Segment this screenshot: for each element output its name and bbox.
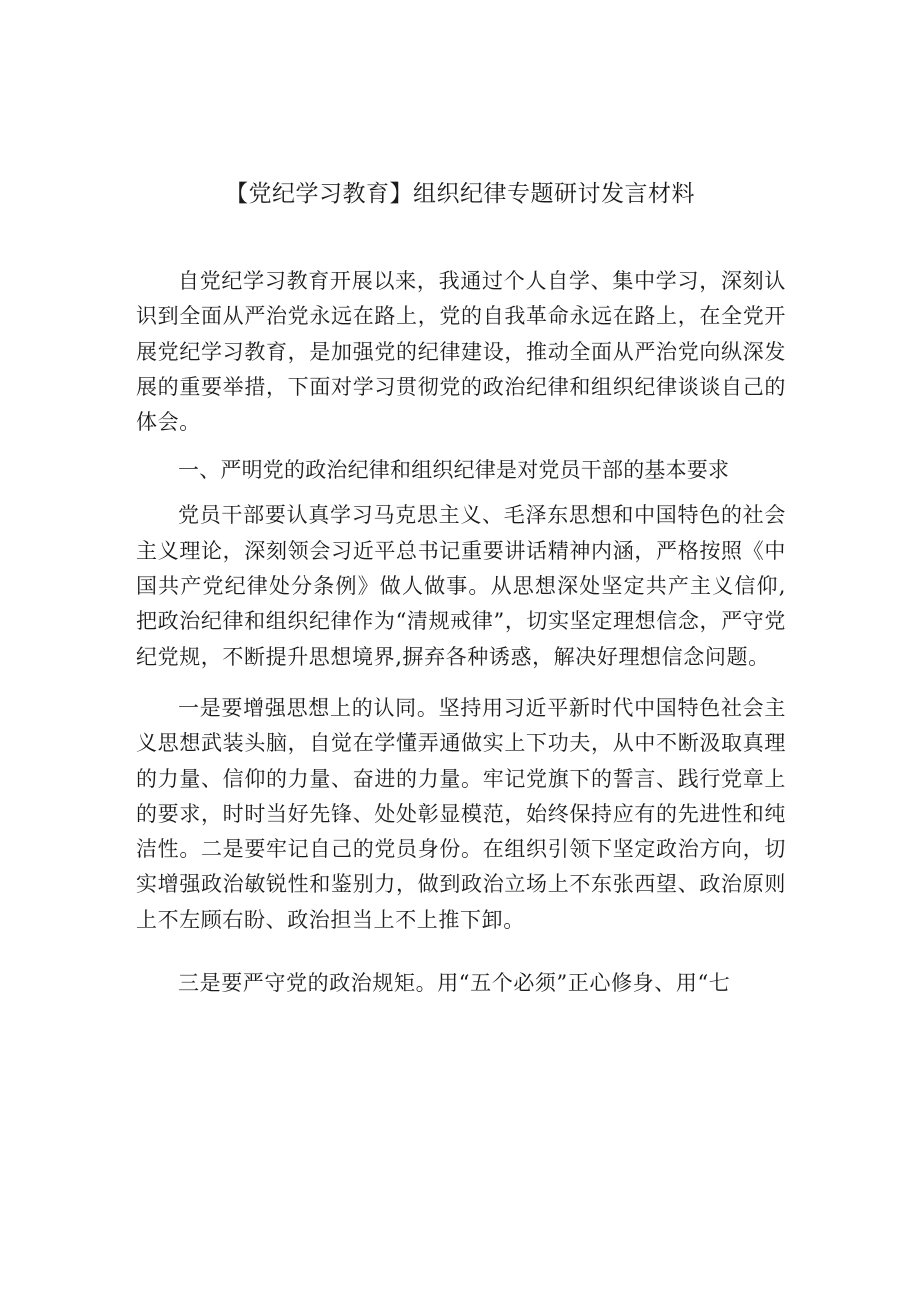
intro-paragraph: 自党纪学习教育开展以来，我通过个人自学、集中学习，深刻认识到全面从严治党永远在路上，党的自我革命永远在路上，在全党开展党纪学习教育，是加强党的纪律建设，推动全面从严治党向纵深发展的重要举措，下面对学习贯彻党的政治纪律和组织纪律谈谈自己的体会。	[136, 269, 786, 435]
body-paragraph-2: 一是要增强思想上的认同。坚持用习近平新时代中国特色社会主义思想武装头脑，自觉在学懂弄通做实上下功夫，从中不断汲取真理的力量、信仰的力量、奋进的力量。牢记党旗下的誓言、践行党章上的要求，时时当好先锋、处处彰显模范，始终保持应有的先进性和纯洁性。二是要牢记自己的党员身份。在组织引领下坚定政治方向，切实增强政治敏锐性和鉴别力，做到政治立场上不东张西望、政治原则上不左顾右盼、政治担当上不上推下卸。	[136, 695, 786, 932]
document-title: 【党纪学习教育】组织纪律专题研讨发言材料	[225, 181, 695, 207]
section-heading-1: 一、严明党的政治纪律和组织纪律是对党员干部的基本要求	[178, 458, 730, 483]
document-body	[136, 264, 786, 1001]
body-paragraph-3: 三是要严守党的政治规矩。用“五个必须”正心修身、用“七	[178, 971, 731, 996]
body-paragraph-1: 党员干部要认真学习马克思主义、毛泽东思想和中国特色的社会主义理论，深刻领会习近平总书记重要讲话精神内涵，严格按照《中国共产党纪律处分条例》做人做事。从思想深处坚定共产主义信仰,把政治纪律和组织纪律作为“清规戒律”，切实坚定理想信念，严守党纪党规，不断提升思想境界,摒弃各种诱惑，解决好理想信念问题。	[136, 503, 786, 669]
